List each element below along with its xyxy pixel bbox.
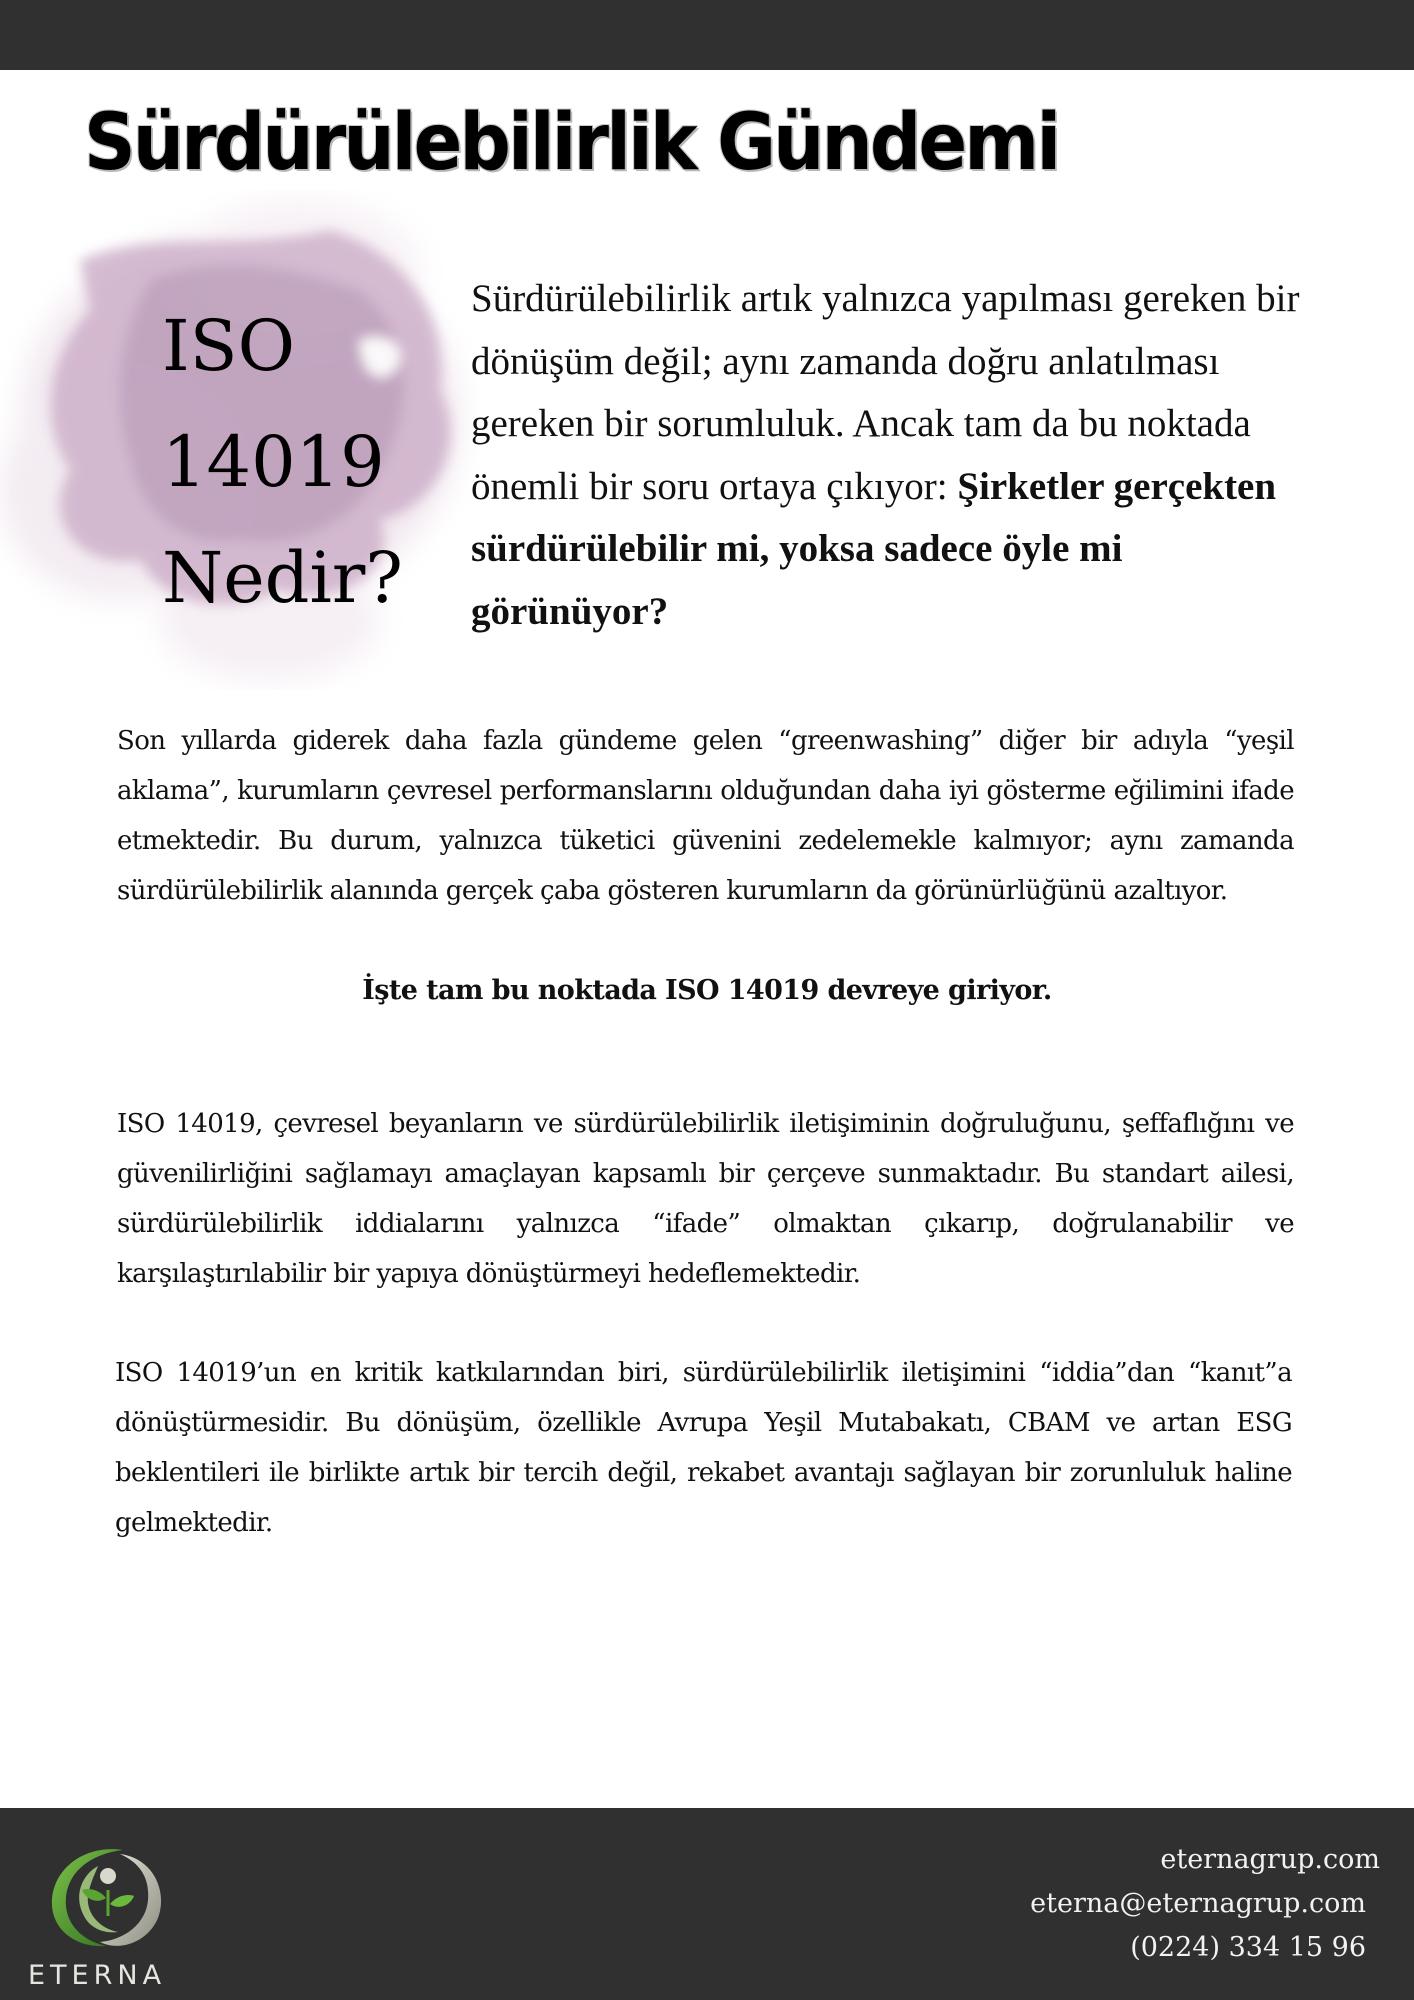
phone-number[interactable]: (0224) 334 15 96 xyxy=(1130,1932,1366,1963)
intro-paragraph: Sürdürülebilirlik artık yalnızca yapılması gereken bir dönüşüm değil; aynı zamanda doğru anlatılması gereken bir sorumluluk. Ancak tam da bu noktada önemli bir soru ortaya çıkıyor: xyxy=(471,277,1300,508)
paragraph-iso-contribution: ISO 14019’un en kritik katkılarından biri, sürdürülebilirlik iletişimini “iddia”dan “kanıt”a dönüştürmesidir. Bu dönüşüm, özellikle Avrupa Yeşil Mutabakatı, CBAM ve artan ESG beklentileri ile birlikte artık bir tercih değil, rekabet avantajı sağlayan bir zorunluluk haline gelmektedir. xyxy=(115,1358,1292,1538)
paragraph-greenwashing: Son yıllarda giderek daha fazla gündeme gelen “greenwashing” diğer bir adıyla “yeşil aklama”, kurumların çevresel performanslarını olduğundan daha iyi gösterme eğilimini ifade etmektedir. Bu durum, yalnızca tüketici güvenini zedelemekle kalmıyor; aynı zamanda sürdürülebilirlik alanında gerçek çaba gösteren kurumların da görünürlüğünü azaltıyor. xyxy=(117,726,1294,906)
top-bar xyxy=(0,0,1414,70)
footer xyxy=(0,1808,1414,2000)
intro-question: Şirketler gerçekten sürdürülebilir mi, yoksa sadece öyle mi görünüyor? xyxy=(471,464,1277,633)
intro-text xyxy=(471,268,1311,643)
iso-heading-line: 14019 xyxy=(162,421,385,503)
page-title: Sürdürülebilirlik Gündemi xyxy=(84,98,1059,188)
email-link[interactable]: eterna@eternagrup.com xyxy=(1030,1888,1366,1919)
contact-info xyxy=(1030,1838,1380,1970)
eterna-brand-text: ETERNA xyxy=(28,1960,167,1991)
website-link[interactable]: eternagrup.com xyxy=(1160,1844,1380,1875)
iso-heading-line: ISO xyxy=(162,305,295,387)
paragraph-iso-framework: ISO 14019, çevresel beyanların ve sürdürülebilirlik iletişiminin doğruluğunu, şeffaflığını ve güvenilirliğini sağlamayı amaçlayan kapsamlı bir çerçeve sunmaktadır. Bu standart ailesi, sürdürülebilirlik iddialarını yalnızca “ifade” olmaktan çıkarıp, doğrulanabilir ve karşılaştırılabilir bir yapıya dönüştürmeyi hedeflemektedir. xyxy=(117,1109,1294,1289)
iso-heading xyxy=(162,288,403,636)
iso-heading-line: Nedir? xyxy=(162,537,403,619)
eterna-logo-icon xyxy=(28,1836,178,1951)
callout-text: İşte tam bu noktada ISO 14019 devreye giriyor. xyxy=(362,975,1052,1006)
